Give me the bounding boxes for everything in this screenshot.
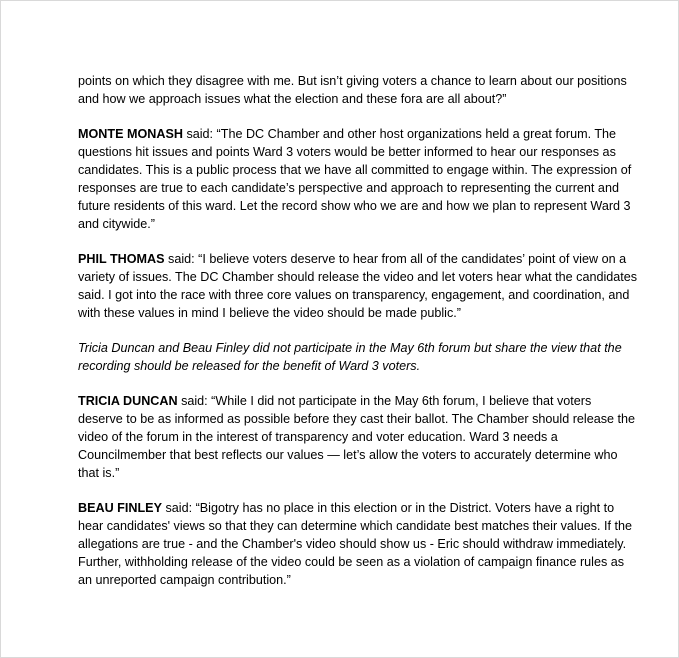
- speaker-name: BEAU FINLEY: [78, 501, 162, 515]
- quote-text: said: “I believe voters deserve to hear from all of the candidates’ point of view on a variety of issues. The DC Chamber should release the video and let voters hear what the candidates said. I got into the race with three core values on transparency, engagement, and coordination, and with these values in mind I believe the video should be made public.”: [78, 252, 638, 320]
- speaker-name: MONTE MONASH: [78, 127, 183, 141]
- quote-text: said: “Bigotry has no place in this election or in the District. Voters have a right to hear candidates' views so that they can determine which candidate best matches their values. If the allegations are true - and the Chamber's video should show us - Eric should withdraw immediately. Further, withholding release of the video could be seen as a violation of campaign finance rules as an unreported campaign contribution.”: [78, 501, 633, 587]
- quote-text: said: “While I did not participate in the May 6th forum, I believe that voters deserve to be as informed as possible before they cast their ballot. The Chamber should release the video of the forum in the interest of transparency and voter education. Ward 3 needs a Councilmember that best reflects our values — let’s allow the voters to accurately determine who that is.”: [78, 394, 636, 480]
- document-body: [78, 72, 638, 606]
- paragraph-continuation: [78, 72, 638, 108]
- paragraph-monte-monash: [78, 125, 638, 233]
- paragraph-phil-thomas: [78, 250, 638, 322]
- paragraph-note: [78, 339, 638, 375]
- paragraph-text: points on which they disagree with me. But isn’t giving voters a chance to learn about our positions and how we approach issues what the election and these fora are all about?”: [78, 74, 627, 106]
- paragraph-tricia-duncan: [78, 392, 638, 482]
- quote-text: said: “The DC Chamber and other host organizations held a great forum. The questions hit issues and points Ward 3 voters would be better informed to hear our responses as candidates. This is a public process that we have all committed to engage within. The expression of responses are true to each candidate’s perspective and approach to representing the current and future residents of this ward. Let the record show who we are and how we plan to represent Ward 3 and citywide.”: [78, 127, 632, 231]
- speaker-name: PHIL THOMAS: [78, 252, 165, 266]
- paragraph-beau-finley: [78, 499, 638, 589]
- note-text: Tricia Duncan and Beau Finley did not participate in the May 6th forum but share the view that the recording should be released for the benefit of Ward 3 voters.: [78, 341, 622, 373]
- speaker-name: TRICIA DUNCAN: [78, 394, 178, 408]
